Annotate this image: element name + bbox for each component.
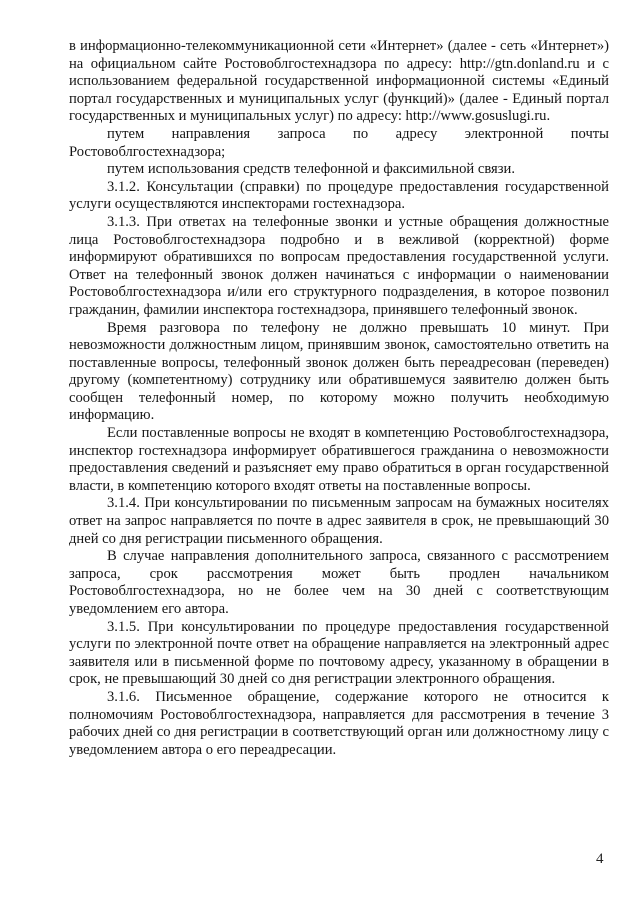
paragraph-internet-info: в информационно-телекоммуникационной сети «Интернет» (далее - сеть «Интернет») на официальном сайте Ростовоблгостехнадзора по адресу: http://gtn.donland.ru и с использованием федеральной государственной информационной системы «Единый портал государственных и муниципальных услуг (функций)» (далее - Единый портал государственных и муниципальных услуг) по адресу: http://www.gosuslugi.ru.	[69, 38, 609, 125]
paragraph-3-1-2: 3.1.2. Консультации (справки) по процедуре предоставления государственной услуги осуществляются инспекторами гостехнадзора.	[69, 178, 609, 213]
paragraph-phone-fax: путем использования средств телефонной и факсимильной связи.	[107, 161, 515, 178]
paragraph-3-1-6: 3.1.6. Письменное обращение, содержание которого не относится к полномочиям Ростовоблгостехнадзора, направляется для рассмотрения в течение 3 рабочих дней со дня регистрации в соответствующий орган или должностному лицу с уведомлением автора о его переадресации.	[69, 688, 609, 758]
page-number: 4	[596, 851, 604, 867]
paragraph-3-1-5: 3.1.5. При консультировании по процедуре предоставления государственной услуги по электронной почте ответ на обращение направляется на электронный адрес заявителя или в письменной форме по почтовому адресу, указанному в обращении в срок, не превышающий 30 дней со дня регистрации электронного обращения.	[69, 618, 609, 688]
paragraph-out-of-competence: Если поставленные вопросы не входят в компетенцию Ростовоблгостехнадзора, инспектор гостехнадзора информирует обратившегося гражданина о невозможности предоставления сведений и разъясняет ему право обратиться в орган государственной власти, в компетенцию которого входят ответы на поставленные вопросы.	[69, 425, 609, 494]
paragraph-additional-request: В случае направления дополнительного запроса, связанного с рассмотрением запроса, срок рассмотрения может быть продлен начальником Ростовоблгостехнадзора, но не более чем на 30 дней с соответствующим уведомлением его автора.	[69, 548, 609, 617]
paragraph-3-1-4: 3.1.4. При консультировании по письменным запросам на бумажных носителях ответ на запрос направляется по почте в адрес заявителя в срок, не превышающий 30 дней со дня регистрации письменного обращения.	[69, 495, 609, 547]
document-body	[69, 38, 609, 759]
paragraph-3-1-3: 3.1.3. При ответах на телефонные звонки и устные обращения должностные лица Ростовоблгостехнадзора подробно и в вежливой (корректной) форме информируют обратившихся по вопросам предоставления государственной услуги. Ответ на телефонный звонок должен начинаться с информации о наименовании Ростовоблгостехнадзора и/или его структурного подразделения, в которое позвонил гражданин, фамилии инспектора гостехнадзора, принявшего телефонный звонок.	[69, 213, 609, 318]
paragraph-call-duration: Время разговора по телефону не должно превышать 10 минут. При невозможности должностным лицом, принявшим звонок, самостоятельно ответить на поставленные вопросы, телефонный звонок должен быть переадресован (переведен) другому (компетентному) сотруднику или обратившемуся заявителю должен быть сообщен телефонный номер, по которому можно получить необходимую информацию.	[69, 319, 609, 424]
paragraph-email-request: путем направления запроса по адресу электронной почты Ростовоблгостехнадзора;	[69, 125, 609, 160]
